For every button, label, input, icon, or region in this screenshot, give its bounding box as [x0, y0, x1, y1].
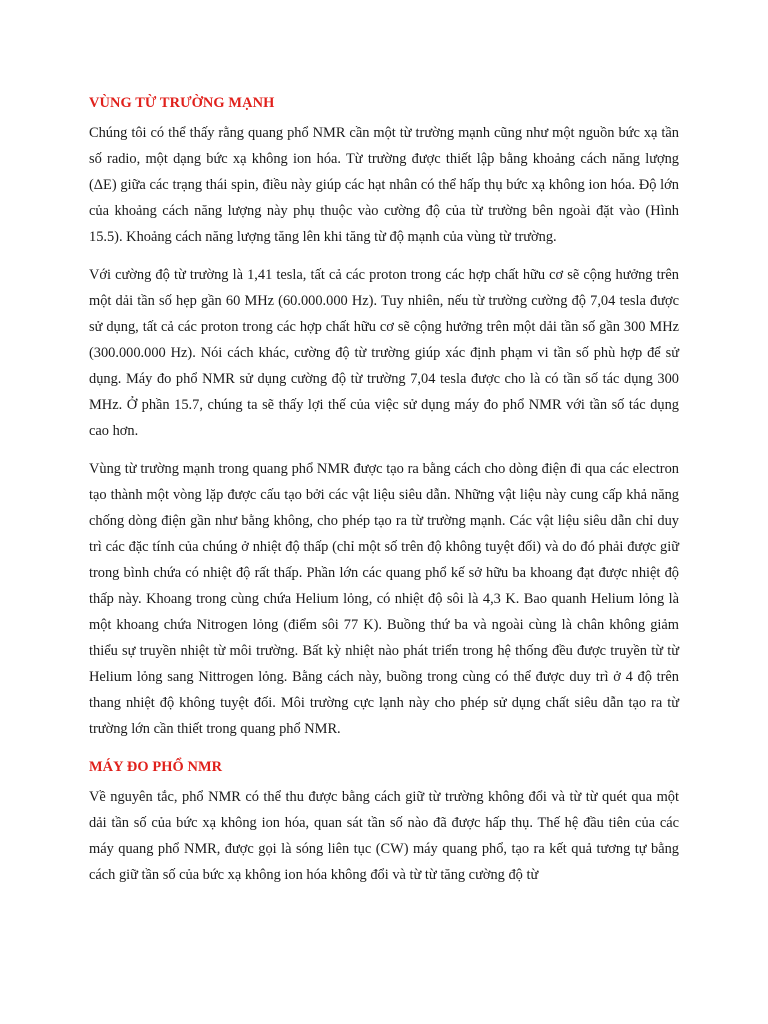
- paragraph: Chúng tôi có thể thấy rằng quang phổ NMR cần một từ trường mạnh cũng như một nguồn bức xạ tần số radio, một dạng bức xạ không ion hóa. Từ trường được thiết lập bằng khoảng cách năng lượng (ΔE) giữa các trạng thái spin, điều này giúp các hạt nhân có thể hấp thụ bức xạ không ion hóa. Độ lớn của khoảng cách năng lượng này phụ thuộc vào cường độ của từ trường bên ngoài đặt vào (Hình 15.5). Khoảng cách năng lượng tăng lên khi tăng từ độ mạnh của vùng từ trường.: [89, 125, 679, 245]
- section-heading-nmr-spectrometer: MÁY ĐO PHỔ NMR: [89, 759, 223, 775]
- paragraph: Về nguyên tắc, phổ NMR có thể thu được bằng cách giữ từ trường không đổi và từ từ quét qua một dải tần số của bức xạ không ion hóa, quan sát tần số nào đã được hấp thụ. Thế hệ đầu tiên của các máy quang phổ NMR, được gọi là sóng liên tục (CW) máy quang phổ, tạo ra kết quả tương tự bằng cách giữ tần số của bức xạ không ion hóa không đổi và từ từ tăng cường độ từ: [89, 789, 679, 883]
- paragraph: Vùng từ trường mạnh trong quang phổ NMR được tạo ra bằng cách cho dòng điện đi qua các electron tạo thành một vòng lặp được cấu tạo bởi các vật liệu siêu dẫn. Những vật liệu này cung cấp khả năng chống dòng điện gần như bằng không, cho phép tạo ra từ trường mạnh. Các vật liệu siêu dẫn chỉ duy trì các đặc tính của chúng ở nhiệt độ thấp (chỉ một số trên độ không tuyệt đối) và do đó phải được giữ trong bình chứa có nhiệt độ rất thấp. Phần lớn các quang phổ kế sở hữu ba khoang đạt được nhiệt độ thấp này. Khoang trong cùng chứa Helium lỏng, có nhiệt độ sôi là 4,3 K. Bao quanh Helium lỏng là một khoang chứa Nitrogen lỏng (điểm sôi 77 K). Buồng thứ ba và ngoài cùng là chân không giảm thiểu sự truyền nhiệt từ môi trường. Bất kỳ nhiệt nào phát triển trong hệ thống đều được truyền từ từ Helium lỏng sang Nittrogen lỏng. Bằng cách này, buồng trong cùng có thể được duy trì ở 4 độ trên thang nhiệt độ không tuyệt đối. Môi trường cực lạnh này cho phép sử dụng chất siêu dẫn tạo ra từ trường lớn cần thiết trong quang phổ NMR.: [89, 461, 679, 737]
- paragraph: Với cường độ từ trường là 1,41 tesla, tất cả các proton trong các hợp chất hữu cơ sẽ cộng hưởng trên một dải tần số hẹp gần 60 MHz (60.000.000 Hz). Tuy nhiên, nếu từ trường cường độ 7,04 tesla được sử dụng, tất cả các proton trong các hợp chất hữu cơ sẽ cộng hưởng trên một dải tần số gần 300 MHz (300.000.000 Hz). Nói cách khác, cường độ từ trường giúp xác định phạm vi tần số phù hợp để sử dụng. Máy đo phổ NMR sử dụng cường độ từ trường 7,04 tesla được cho là có tần số tác dụng 300 MHz. Ở phần 15.7, chúng ta sẽ thấy lợi thế của việc sử dụng máy đo phổ NMR với tần số tác dụng cao hơn.: [89, 267, 679, 439]
- document-body: [89, 86, 679, 900]
- section-heading-strong-field: VÙNG TỪ TRƯỜNG MẠNH: [89, 95, 275, 111]
